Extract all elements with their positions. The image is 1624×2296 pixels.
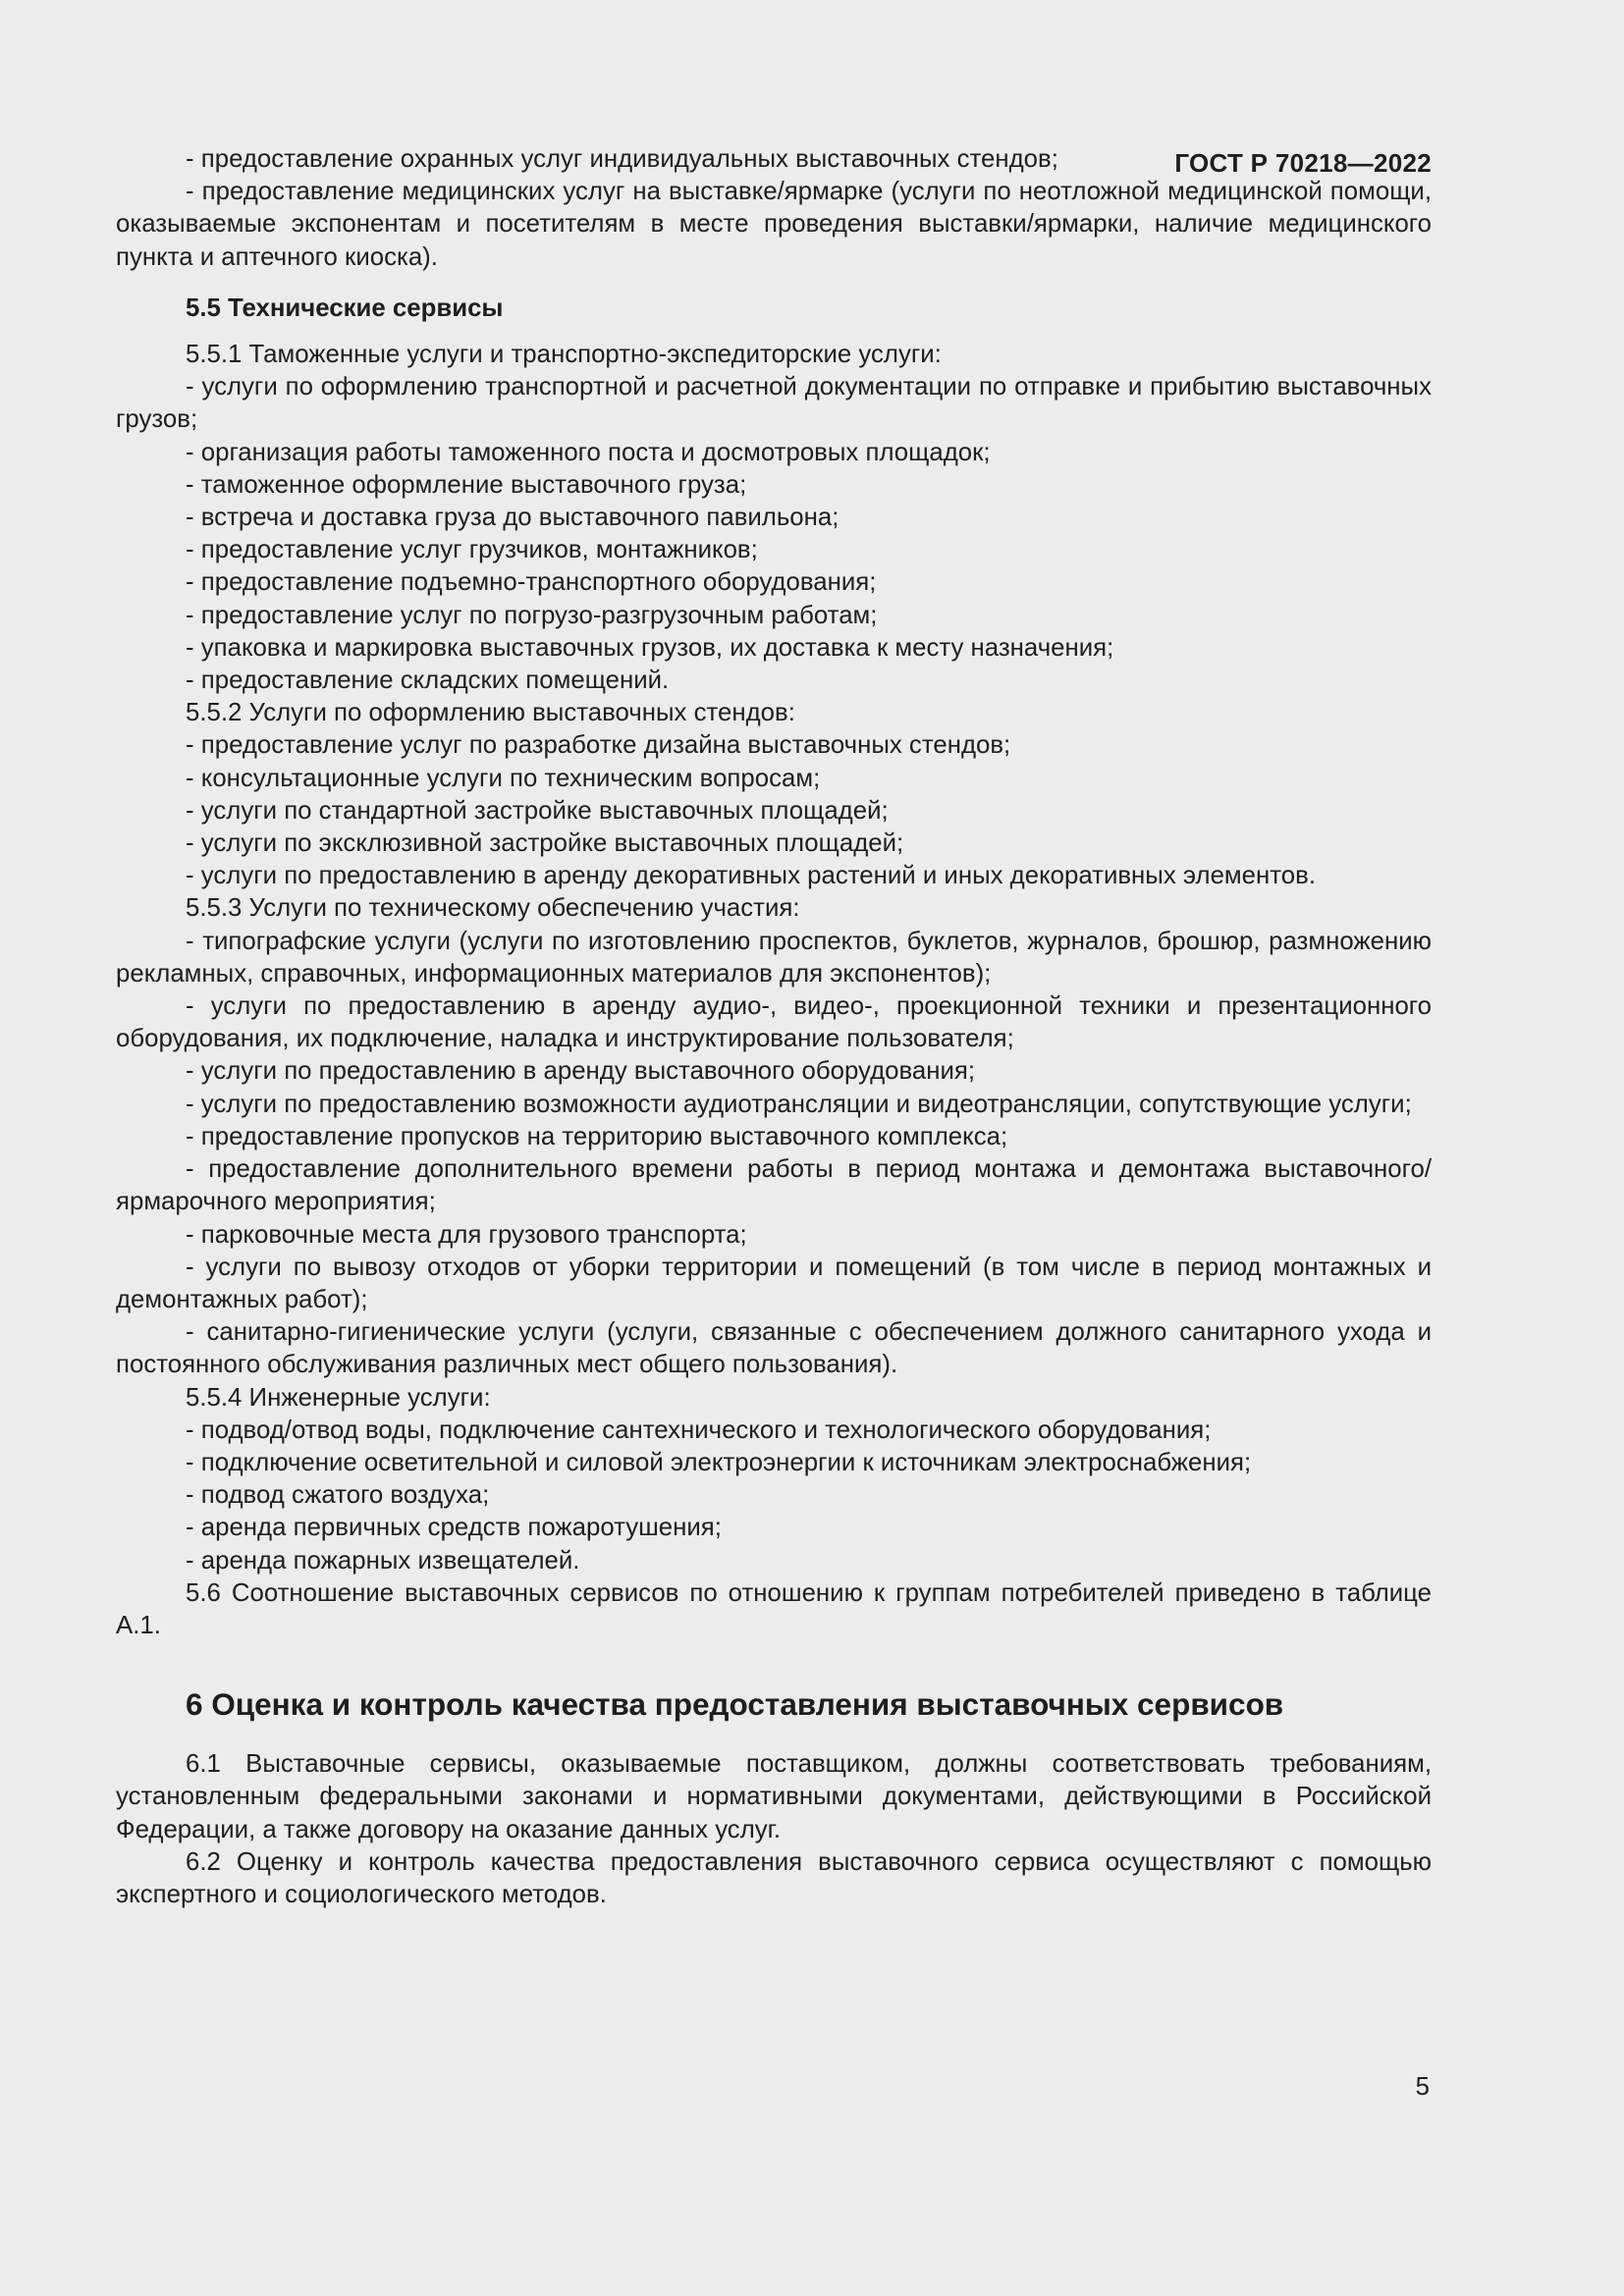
list-item: - предоставление услуг по разработке дизайна выставочных стендов; <box>186 731 1011 760</box>
subsection-5-5-4-title: 5.5.4 Инженерные услуги: <box>186 1383 491 1412</box>
paragraph-6-2: 6.2 Оценку и контроль качества предоставления выставочного сервиса осуществляют с помощью экспертного и социологического методов. <box>116 1847 1432 1908</box>
list-item: - аренда первичных средств пожаротушения; <box>186 1514 722 1542</box>
list-item: - парковочные места для грузового транспорта; <box>186 1220 747 1249</box>
subsection-5-5-1-title: 5.5.1 Таможенные услуги и транспортно-экспедиторские услуги: <box>186 341 942 369</box>
list-item: - услуги по предоставлению возможности аудиотрансляции и видеотрансляции, сопутствующие услуги; <box>186 1090 1412 1118</box>
subsection-5-5-2-title: 5.5.2 Услуги по оформлению выставочных стендов: <box>186 699 795 727</box>
list-item: - услуги по предоставлению в аренду декоративных растений и иных декоративных элементов. <box>186 862 1316 890</box>
list-item: - предоставление дополнительного времени работы в период монтажа и демонтажа выставочного/ярмарочного мероприятия; <box>116 1155 1432 1216</box>
list-item: - предоставление услуг по погрузо-разгрузочным работам; <box>186 601 878 629</box>
list-item: - аренда пожарных извещателей. <box>186 1546 580 1575</box>
list-item: - услуги по стандартной застройке выставочных площадей; <box>186 796 889 825</box>
list-item: - типографские услуги (услуги по изготовлению проспектов, буклетов, журналов, брошюр, размножению рекламных, справочных, информационных материалов для экспонентов); <box>116 927 1432 988</box>
list-item: - упаковка и маркировка выставочных грузов, их доставка к месту назначения; <box>186 633 1114 662</box>
list-item: - подключение осветительной и силовой электроэнергии к источникам электроснабжения; <box>186 1448 1252 1476</box>
list-item: - консультационные услуги по техническим вопросам; <box>186 764 821 792</box>
list-item: - предоставление складских помещений. <box>186 667 670 695</box>
section-6-heading: 6 Оценка и контроль качества предоставления выставочных сервисов <box>186 1686 1284 1723</box>
list-item: - подвод/отвод воды, подключение сантехнического и технологического оборудования; <box>186 1415 1212 1444</box>
page-number: 5 <box>1415 2073 1430 2101</box>
list-item: - услуги по эксклюзивной застройке выставочных площадей; <box>186 829 904 858</box>
list-item: - предоставление охранных услуг индивидуальных выставочных стендов; <box>186 145 1058 173</box>
document-code: ГОСТ Р 70218—2022 <box>1174 148 1432 178</box>
paragraph-5-6: 5.6 Соотношение выставочных сервисов по отношению к группам потребителей приведено в таблице А.1. <box>116 1578 1432 1639</box>
list-item: - предоставление пропусков на территорию выставочного комплекса; <box>186 1122 1008 1150</box>
list-item: - предоставление подъемно-транспортного оборудования; <box>186 568 877 597</box>
paragraph-6-1: 6.1 Выставочные сервисы, оказываемые поставщиком, должны соответствовать требованиям, установленным федеральными законами и нормативными документами, действующими в Российской Федерации, а также договору на оказание данных услуг. <box>116 1750 1432 1843</box>
list-item: - организация работы таможенного поста и досмотровых площадок; <box>186 438 991 466</box>
list-item: - предоставление медицинских услуг на выставке/ярмарке (услуги по неотложной медицинской помощи, оказываемые экспонентам и посетителям в месте проведения выставки/ярмарки, наличие медицинского пункта и аптечного киоска). <box>116 178 1432 271</box>
list-item: - подвод сжатого воздуха; <box>186 1481 490 1510</box>
list-item: - встреча и доставка груза до выставочного павильона; <box>186 504 839 532</box>
section-5-5-heading: 5.5 Технические сервисы <box>186 294 504 322</box>
page-body <box>116 143 1432 1911</box>
subsection-5-5-3-title: 5.5.3 Услуги по техническому обеспечению участия: <box>186 894 800 923</box>
list-item: - услуги по предоставлению в аренду выставочного оборудования; <box>186 1057 976 1086</box>
list-item: - услуги по оформлению транспортной и расчетной документации по отправке и прибытию выставочных грузов; <box>116 373 1432 434</box>
list-item: - предоставление услуг грузчиков, монтажников; <box>186 536 758 564</box>
list-item: - услуги по предоставлению в аренду аудио-, видео-, проекционной техники и презентационного оборудования, их подключение, наладка и инструктирование пользователя; <box>116 992 1432 1053</box>
list-item: - услуги по вывозу отходов от уборки территории и помещений (в том числе в период монтажных и демонтажных работ); <box>116 1253 1432 1313</box>
list-item: - санитарно-гигиенические услуги (услуги, связанные с обеспечением должного санитарного ухода и постоянного обслуживания различных мест общего пользования). <box>116 1318 1432 1379</box>
list-item: - таможенное оформление выставочного груза; <box>186 470 747 499</box>
